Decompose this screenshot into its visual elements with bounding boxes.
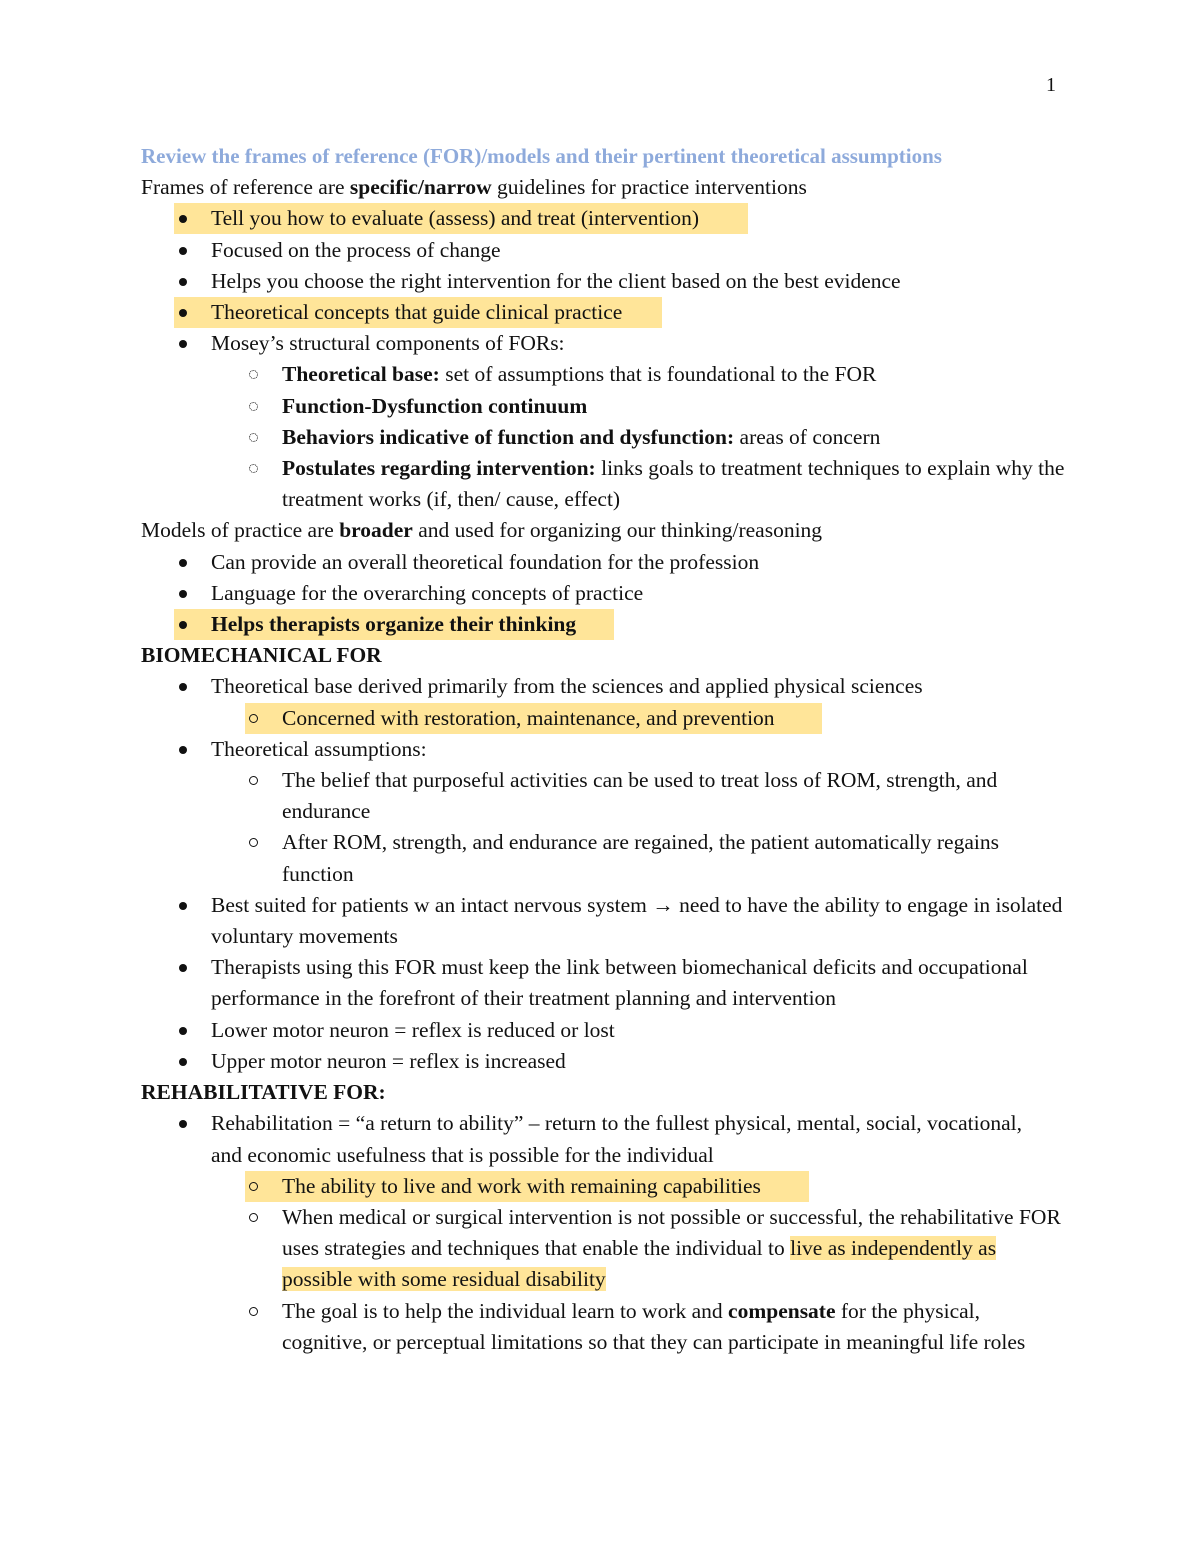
list-item: Theoretical base derived primarily from the sciences and applied physical sciences: [141, 671, 1066, 702]
rehabilitative-heading: REHABILITATIVE FOR:: [141, 1080, 386, 1105]
list-item: Rehabilitation = “a return to ability” – return to the fullest physical, mental, social, vocational, and economic usefulness that is possible for the individual: [141, 1108, 1031, 1170]
list-item: Focused on the process of change: [141, 235, 1066, 266]
list-item: Can provide an overall theoretical foundation for the profession: [141, 547, 1066, 578]
document-body: [141, 141, 1066, 1358]
sub-list-item: The ability to live and work with remaining capabilities: [141, 1171, 1066, 1202]
list-item: Helps you choose the right intervention for the client based on the best evidence: [141, 266, 1066, 297]
list-item: Mosey’s structural components of FORs:: [141, 328, 1066, 359]
list-item: Theoretical assumptions:: [141, 734, 1066, 765]
list-item: Therapists using this FOR must keep the link between biomechanical deficits and occupational performance in the forefront of their treatment planning and intervention: [141, 952, 1066, 1014]
sub-list-item: After ROM, strength, and endurance are regained, the patient automatically regains function: [141, 827, 1066, 889]
models-intro: Models of practice are broader and used for organizing our thinking/reasoning: [141, 518, 823, 543]
sub-list-item: Concerned with restoration, maintenance, and prevention: [141, 703, 1066, 734]
list-item: Helps therapists organize their thinking: [141, 609, 1066, 640]
list-item: Upper motor neuron = reflex is increased: [141, 1046, 1066, 1077]
biomechanical-heading: BIOMECHANICAL FOR: [141, 643, 382, 668]
page-number: 1: [1046, 74, 1056, 96]
for-intro: Frames of reference are specific/narrow guidelines for practice interventions: [141, 175, 807, 200]
section-title: Review the frames of reference (FOR)/models and their pertinent theoretical assumptions: [141, 144, 942, 168]
list-item: Theoretical concepts that guide clinical practice: [141, 297, 1066, 328]
list-item: Tell you how to evaluate (assess) and treat (intervention): [141, 203, 1066, 234]
list-item: Lower motor neuron = reflex is reduced or lost: [141, 1015, 1066, 1046]
sub-list-item: When medical or surgical intervention is not possible or successful, the rehabilitative FOR uses strategies and techniques that enable the individual to live as independently as possible with some residual disability: [141, 1202, 1066, 1296]
list-item: Language for the overarching concepts of practice: [141, 578, 1066, 609]
list-item: Best suited for patients w an intact nervous system → need to have the ability to engage in isolated voluntary movements: [141, 890, 1066, 952]
sub-list-item: The goal is to help the individual learn to work and compensate for the physical, cognitive, or perceptual limitations so that they can participate in meaningful life roles: [141, 1296, 1066, 1358]
sub-list-item: Function-Dysfunction continuum: [141, 391, 1066, 422]
sub-list-item: Postulates regarding intervention: links goals to treatment techniques to explain why the treatment works (if, then/ cause, effect): [141, 453, 1066, 515]
sub-list-item: Behaviors indicative of function and dysfunction: areas of concern: [141, 422, 1066, 453]
sub-list-item: Theoretical base: set of assumptions that is foundational to the FOR: [141, 359, 1066, 390]
sub-list-item: The belief that purposeful activities can be used to treat loss of ROM, strength, and endurance: [141, 765, 1066, 827]
